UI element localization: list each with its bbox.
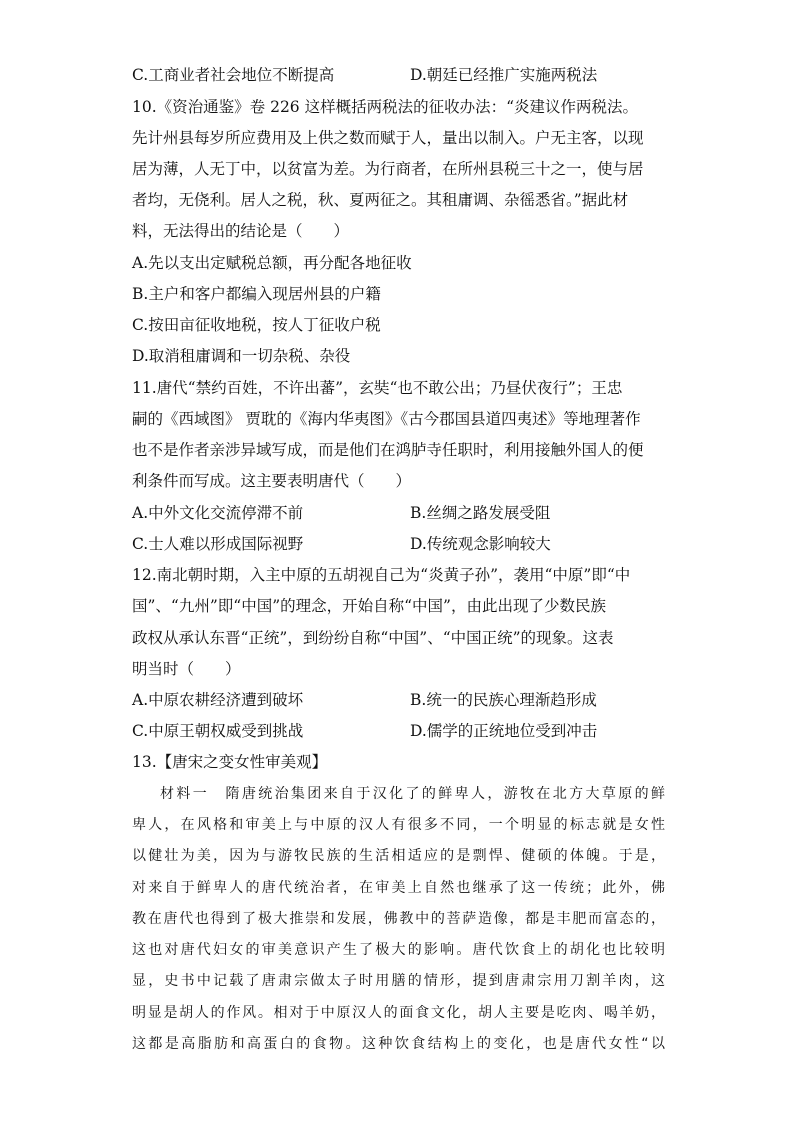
q12-stem-line-2: 国”、“九州”即“中国”的理念，开始自称“中国”，由此出现了少数民族: [132, 597, 606, 615]
q9-option-d: D.朝廷已经推广实施两税法: [410, 66, 598, 84]
q11-option-d: D.传统观念影响较大: [410, 535, 551, 553]
q12-stem-line-3: 政权从承认东晋“正统”，到纷纷自称“中国”、“中国正统”的现象。这表: [132, 629, 614, 647]
q10-stem-line-4: 者均，无侥利。居人之税，秋、夏两征之。其租庸调、杂徭悉省。”据此材: [132, 191, 629, 209]
q12-option-d: D.儒学的正统地位受到冲击: [410, 722, 598, 740]
q10-stem-line-3: 居为薄，人无丁中，以贫富为差。为行商者，在所州县税三十之一，使与居: [132, 160, 644, 178]
q13-material-line-3: 以健壮为美，因为与游牧民族的生活相适应的是剽悍、健硕的体魄。于是，: [132, 848, 665, 864]
q13-heading: 13.【唐宋之变女性审美观】: [132, 753, 328, 771]
q11-stem-line-2: 嗣的《西域图》 贾耽的《海内华夷图》《古今郡国县道四夷述》等地理著作: [132, 410, 641, 428]
q11-option-a: A.中外文化交流停滞不前: [132, 504, 304, 522]
q11-stem-line-3: 也不是作者亲涉异域写成，而是他们在鸿胪寺任职时，利用接触外国人的便: [132, 441, 644, 459]
q13-material-line-4: 对来自于鲜卑人的唐代统治者，在审美上自然也继承了这一传统；此外，佛: [132, 880, 665, 896]
q11-stem-line-4: 利条件而写成。这主要表明唐代（ ）: [132, 472, 412, 490]
q12-option-a: A.中原农耕经济遭到破坏: [132, 691, 304, 709]
q11-stem-line-1: 11.唐代“禁约百姓，不许出蕃”，玄奘“也不敢公出；乃昼伏夜行”；王忠: [132, 379, 623, 397]
q10-stem-line-5: 料，无法得出的结论是（ ）: [132, 222, 350, 240]
q12-option-c: C.中原王朝权威受到挑战: [132, 722, 304, 740]
q12-option-b: B.统一的民族心理渐趋形成: [410, 691, 597, 709]
q10-option-c: C.按田亩征收地税，按人丁征收户税: [132, 316, 381, 334]
q10-option-b: B.主户和客户都编入现居州县的户籍: [132, 285, 381, 303]
q11-option-b: B.丝绸之路发展受阻: [410, 504, 551, 522]
q13-material-line-2: 卑人，在风格和审美上与中原的汉人有很多不同，一个明显的标志就是女性: [132, 817, 665, 833]
q10-option-d: D.取消租庸调和一切杂税、杂役: [132, 347, 351, 365]
q13-material-line-8: 明显是胡人的作风。相对于中原汉人的面食文化，胡人主要是吃肉、喝羊奶，: [132, 1005, 665, 1021]
q13-material-line-5: 教在唐代也得到了极大推崇和发展，佛教中的菩萨造像，都是丰肥而富态的，: [132, 911, 665, 927]
q13-material-line-6: 这也对唐代妇女的审美意识产生了极大的影响。唐代饮食上的胡化也比较明: [132, 942, 665, 958]
q9-option-c: C.工商业者社会地位不断提高: [132, 66, 335, 84]
q13-material-line-9: 这都是高脂肪和高蛋白的食物。这种饮食结构上的变化，也是唐代女性“以: [132, 1036, 665, 1052]
q12-stem-line-4: 明当时（ ）: [132, 660, 241, 678]
q13-material-line-7: 显，史书中记载了唐肃宗做太子时用膳的情形，提到唐肃宗用刀割羊肉，这: [132, 973, 665, 989]
q10-stem-line-2: 先计州县每岁所应费用及上供之数而赋于人，量出以制入。户无主客，以现: [132, 129, 644, 147]
q12-stem-line-1: 12.南北朝时期，入主中原的五胡视自己为“炎黄子孙”，袭用“中原”即“中: [132, 566, 631, 584]
q10-stem-line-1: 10.《资治通鉴》卷 226 这样概括两税法的征收办法：“炎建议作两税法。: [132, 98, 639, 116]
q11-option-c: C.士人难以形成国际视野: [132, 535, 304, 553]
q10-option-a: A.先以支出定赋税总额，再分配各地征收: [132, 254, 412, 272]
q13-material-line-1: 材料一 隋唐统治集团来自于汉化了的鲜卑人，游牧在北方大草原的鲜: [160, 786, 665, 802]
